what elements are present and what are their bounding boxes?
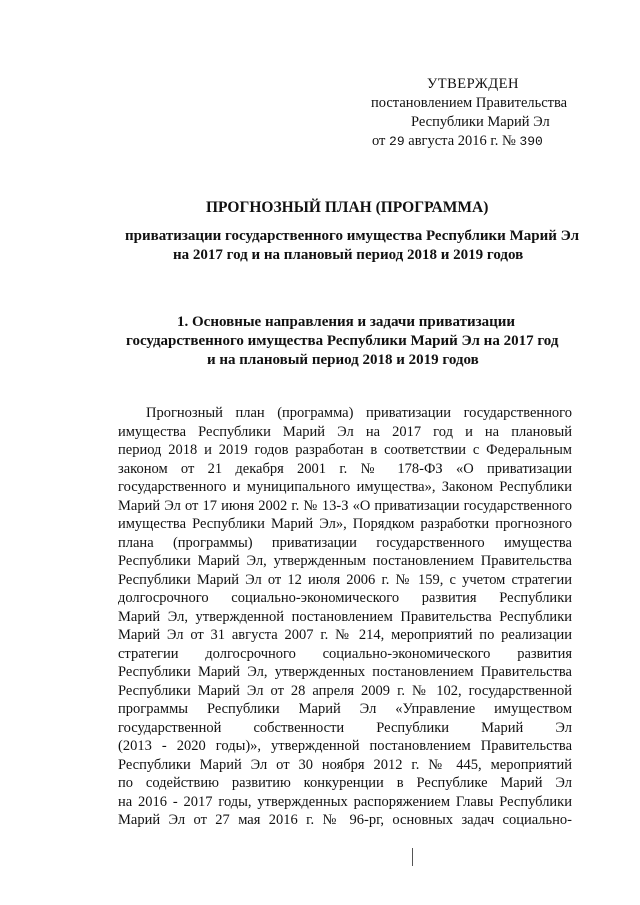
body-line: (2013 - 2020 годы)», утвержденной постановлением Правительства — [118, 738, 572, 754]
body-line: имущества Республики Марий Эл на 2017 год и на плановый — [118, 423, 572, 440]
document-title: ПРОГНОЗНЫЙ ПЛАН (ПРОГРАММА) — [206, 199, 489, 216]
body-line: Марий Эл, утвержденной постановлением Правительства Республики — [118, 608, 572, 625]
body-line: на 2016 - 2017 годы, утвержденных распоряжением Главы Республики — [118, 793, 572, 810]
body-line: по содействию развитию конкуренции в Республике Марий Эл — [118, 775, 572, 791]
approval-day: 29 — [389, 134, 405, 149]
body-line: законом от 21 декабря 2001 г. № 178-ФЗ «О приватизации — [118, 460, 572, 477]
approval-heading: УТВЕРЖДЕН — [427, 76, 519, 92]
section-body — [118, 404, 572, 830]
body-line: Республики Марий Эл, утвержденным постановлением Правительства — [118, 553, 572, 569]
scan-mark — [412, 848, 413, 866]
body-line: Марий Эл от 17 июня 2002 г. № 13-З «О приватизации государственного — [118, 497, 572, 514]
body-line: Республики Марий Эл от 12 июля 2006 г. № 159, с учетом стратегии — [118, 571, 572, 588]
approval-date-prefix: от — [372, 133, 386, 149]
section-heading-line-3: и на плановый период 2018 и 2019 годов — [207, 352, 479, 368]
document-subtitle-line-2: на 2017 год и на плановый период 2018 и 2019 годов — [173, 247, 524, 263]
approval-number: 390 — [519, 134, 543, 149]
body-line: период 2018 и 2019 годов разработан в соответствии с Федеральным — [118, 442, 572, 458]
body-line: программы Республики Марий Эл «Управление имуществом — [118, 701, 572, 717]
approval-date-line — [372, 133, 543, 150]
body-line: Республики Марий Эл от 30 ноября 2012 г. № 445, мероприятий — [118, 756, 572, 773]
body-line: стратегии долгосрочного социально-экономического развития — [118, 645, 572, 662]
body-line: плана (программы) приватизации государственного имущества — [118, 534, 572, 551]
body-line: Республики Марий Эл, утвержденных постановлением Правительства — [118, 664, 572, 680]
approval-line-2: Республики Марий Эл — [411, 114, 550, 130]
approval-date-middle: августа 2016 г. № — [408, 133, 516, 149]
body-line: долгосрочного социально-экономического развития Республики — [118, 590, 572, 606]
body-line: Марий Эл от 27 мая 2016 г. № 96-рг, основных задач социально- — [118, 812, 572, 828]
approval-line-1: постановлением Правительства — [371, 95, 568, 111]
document-subtitle-line-1: приватизации государственного имущества Республики Марий Эл — [125, 228, 579, 244]
section-heading-line-1: 1. Основные направления и задачи приватизации — [177, 314, 516, 330]
body-line: имущества Республики Марий Эл», Порядком разработки прогнозного — [118, 516, 572, 532]
body-line: государственной собственности Республики Марий Эл — [118, 719, 572, 736]
body-line: государственного и муниципального имущества», Законом Республики — [118, 479, 572, 495]
body-line: Прогнозный план (программа) приватизации государственного — [146, 405, 572, 421]
body-line: Республики Марий Эл от 28 апреля 2009 г. № 102, государственной — [118, 682, 572, 699]
section-heading-line-2: государственного имущества Республики Марий Эл на 2017 год — [126, 333, 559, 349]
body-line: Марий Эл от 31 августа 2007 г. № 214, мероприятий по реализации — [118, 627, 572, 643]
